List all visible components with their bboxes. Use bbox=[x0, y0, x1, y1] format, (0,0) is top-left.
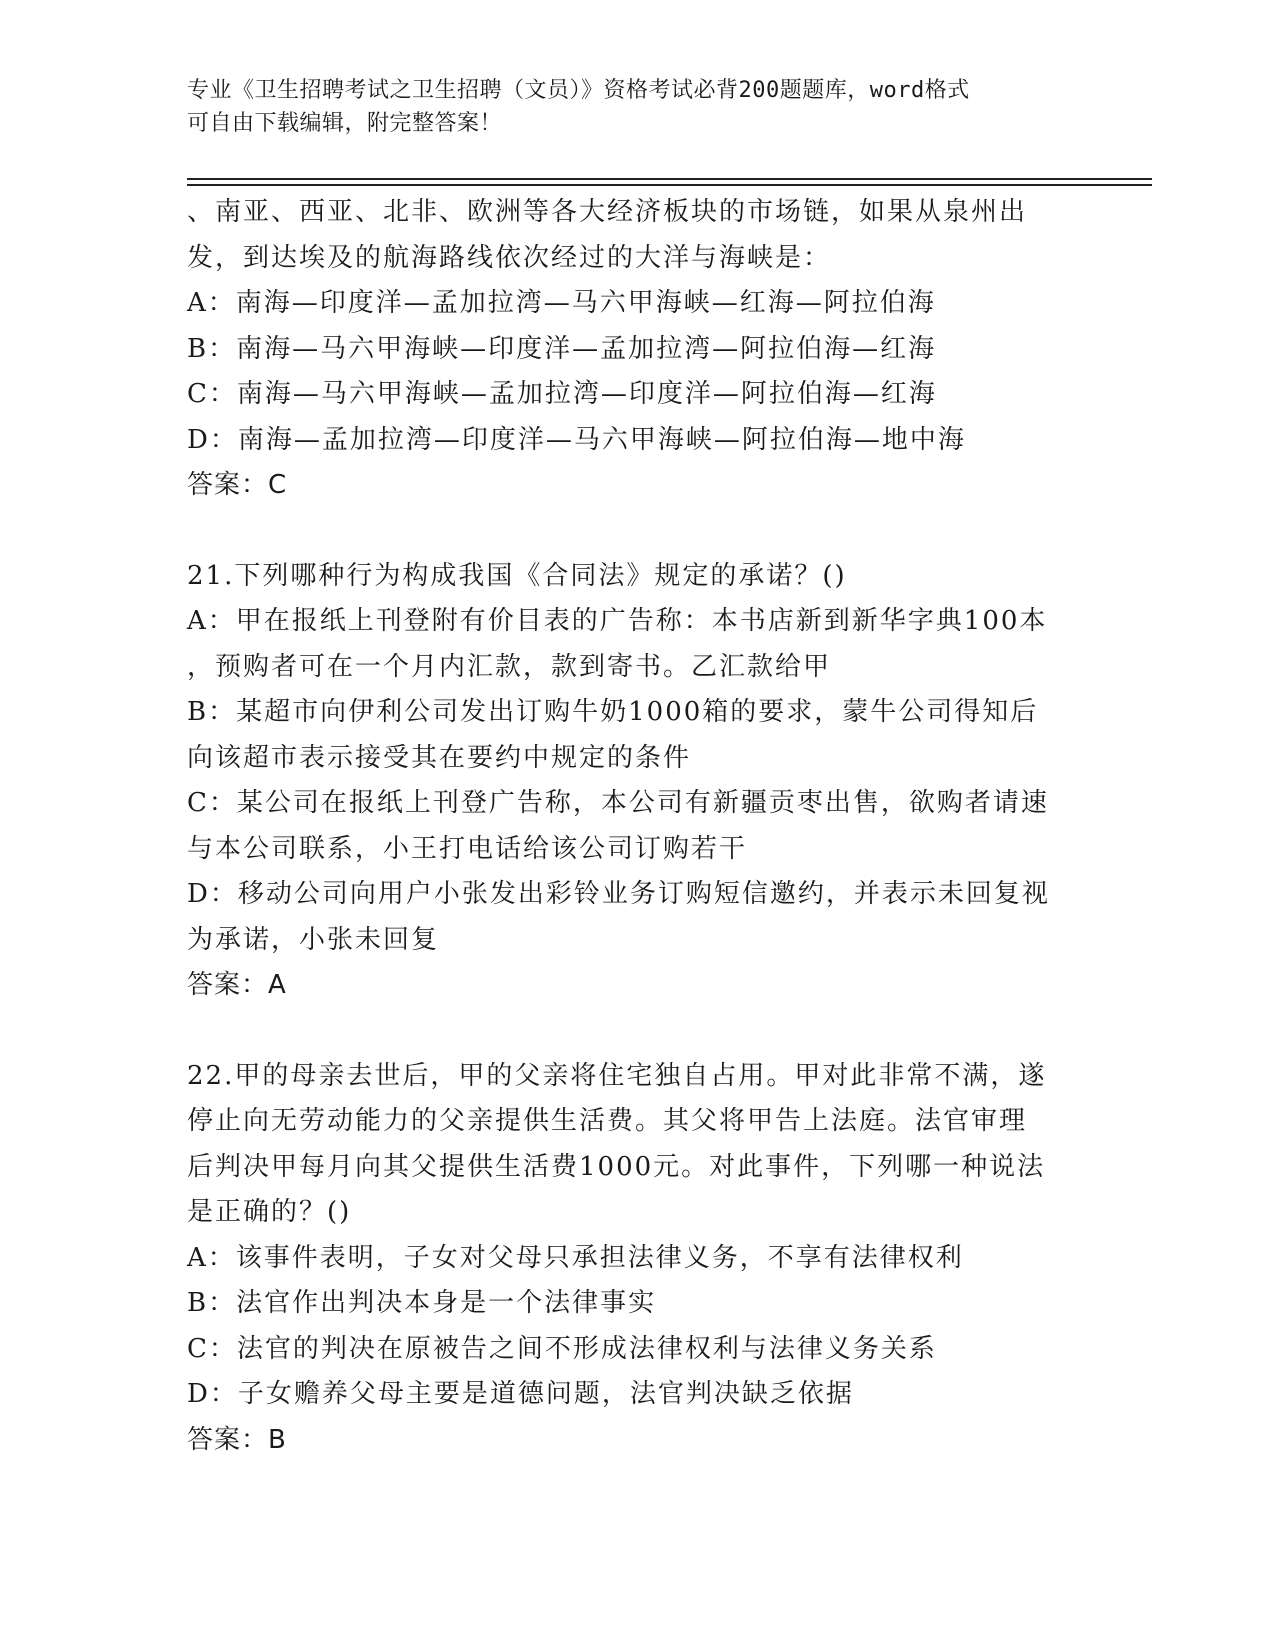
option-b: B：南海—马六甲海峡—印度洋—孟加拉湾—阿拉伯海—红海 bbox=[187, 333, 937, 364]
option-a: A：南海—印度洋—孟加拉湾—马六甲海峡—红海—阿拉伯海 bbox=[187, 288, 936, 318]
option-a: A：该事件表明，子女对父母只承担法律义务，不享有法律权利 bbox=[187, 1242, 964, 1273]
question-block-22 bbox=[187, 1054, 1087, 1464]
option-d-line-1: D：移动公司向用户小张发出彩铃业务订购短信邀约，并表示未回复视 bbox=[187, 879, 1050, 909]
answer-line: 答案：A bbox=[187, 970, 287, 1000]
spacer bbox=[187, 509, 1087, 554]
option-c: C：南海—马六甲海峡—孟加拉湾—印度洋—阿拉伯海—红海 bbox=[187, 379, 937, 409]
spacer bbox=[187, 1009, 1087, 1054]
header-divider-bottom bbox=[187, 184, 1152, 186]
question-stem-line: 发，到达埃及的航海路线依次经过的大洋与海峡是： bbox=[187, 242, 832, 273]
question-block-21 bbox=[187, 554, 1087, 1009]
option-d: D：南海—孟加拉湾—印度洋—马六甲海峡—阿拉伯海—地中海 bbox=[187, 424, 966, 455]
question-stem-line: 、南亚、西亚、北非、欧洲等各大经济板块的市场链，如果从泉州出 bbox=[187, 197, 1028, 227]
option-a-line-1: A：甲在报纸上刊登附有价目表的广告称：本书店新到新华字典100本 bbox=[187, 606, 1048, 636]
option-c: C：法官的判决在原被告之间不形成法律权利与法律义务关系 bbox=[187, 1333, 937, 1364]
question-stem-line: 后判决甲每月向其父提供生活费1000元。对此事件，下列哪一种说法 bbox=[187, 1151, 1046, 1182]
option-d: D：子女赡养父母主要是道德问题，法官判决缺乏依据 bbox=[187, 1379, 854, 1409]
option-d-line-2: 为承诺，小张未回复 bbox=[187, 924, 440, 955]
document-header bbox=[187, 74, 1087, 140]
option-a-line-2: ，预购者可在一个月内汇款，款到寄书。乙汇款给甲 bbox=[187, 651, 832, 682]
header-line-1: 专业《卫生招聘考试之卫生招聘（文员）》资格考试必背200题题库，word格式 bbox=[187, 78, 970, 103]
option-c-line-1: C：某公司在报纸上刊登广告称，本公司有新疆贡枣出售，欲购者请速 bbox=[187, 788, 1049, 818]
header-divider-top bbox=[187, 178, 1152, 180]
question-stem-line: 22.甲的母亲去世后，甲的父亲将住宅独自占用。甲对此非常不满，遂 bbox=[187, 1060, 1047, 1091]
answer-line: 答案：B bbox=[187, 1424, 287, 1455]
option-b: B：法官作出判决本身是一个法律事实 bbox=[187, 1288, 657, 1318]
option-c-line-2: 与本公司联系，小王打电话给该公司订购若干 bbox=[187, 833, 748, 864]
question-stem-line: 是正确的？() bbox=[187, 1197, 352, 1227]
header-line-2: 可自由下载编辑，附完整答案！ bbox=[187, 111, 503, 136]
question-block-continued bbox=[187, 190, 1087, 509]
question-stem-line: 21.下列哪种行为构成我国《合同法》规定的承诺？() bbox=[187, 560, 847, 591]
document-body bbox=[187, 190, 1087, 1463]
option-b-line-2: 向该超市表示接受其在要约中规定的条件 bbox=[187, 742, 692, 773]
question-stem-line: 停止向无劳动能力的父亲提供生活费。其父将甲告上法庭。法官审理 bbox=[187, 1106, 1028, 1136]
option-b-line-1: B：某超市向伊利公司发出订购牛奶1000箱的要求，蒙牛公司得知后 bbox=[187, 697, 1039, 727]
answer-line: 答案：C bbox=[187, 470, 288, 500]
